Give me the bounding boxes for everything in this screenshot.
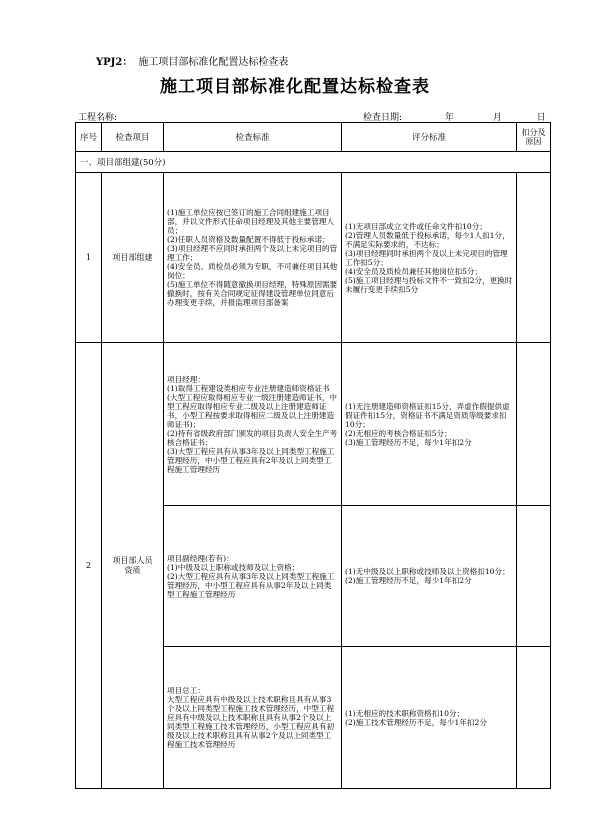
row-1-scoring: (1)无项目部成立文件或任命文件扣10分； (2)管理人员数量低于投标承诺，每少1人扣1分，不满足实际要求的，不达标； (3)项目经理同时承担两个及以上未完项目的管理工作扣5分； (4)安全员及质检员兼任其他岗位扣5分； (5)施工项目经理与投标文件不一致扣2分，更换时未履行变更手续扣5分 [342,173,517,343]
month-label: 月 [492,113,502,123]
form-code: YPJ2： [96,57,133,68]
row-2b-scoring: (1)无中级及以上职称或技师及以上资格扣10分； (2)施工管理经历不足，每少1年扣2分 [342,506,517,647]
row-2b-deduction-cell[interactable] [517,506,551,647]
header-scoring: 评分标准 [342,123,517,152]
header-standard: 检查标准 [164,123,342,152]
header-deduction: 扣分及 原因 [517,123,551,152]
check-date-label: 检查日期: [363,113,403,123]
section-title: 一、项目部组建(50分) [76,152,551,173]
header-row [76,123,551,152]
inspection-table [75,122,551,789]
row-2a-deduction-cell[interactable] [517,343,551,506]
row-1-item: 项目部组建 [102,173,164,343]
year-label: 年 [444,113,454,123]
page-title: 施工项目部标准化配置达标检查表 [160,77,430,97]
header-item: 检查项目 [102,123,164,152]
row-1-no: 1 [76,173,102,343]
row-2a-standard: 项目经理： (1)取得工程建设类相应专业注册建造师资格证书(大型工程应取得相应专业一级注册建造师证书，中型工程应取得相应专业二级及以上注册建造师证书，小型工程按要求取得相应二级及以上注册建造师证书)； (2)持有省级政府部门颁发的项目负责人安全生产考核合格证书； (3)大型工程应具有从事3年及以上同类型工程施工管理经历，中小型工程应具有2年及以上同类型工程施工管理经历 [164,343,342,506]
row-2a-scoring: (1)无注册建造师资格证扣15分，弄虚作假提供虚假证件扣15分，资格证书不满足资质等级要求扣10分； (2)无相应的考核合格证扣5分； (3)施工管理经历不足，每少1年扣2分 [342,343,517,506]
form-code-line [96,53,288,68]
project-name-label: 工程名称: [78,113,118,123]
row-2c-standard: 项目总工： 大型工程应具有中级及以上技术职称且具有从事3个及以上同类型工程施工技术管理经历，中型工程应具有中级及以上技术职称且具有从事2个及以上同类型工程施工技术管理经历，小型工程应具有初级及以上技术职称且具有从事2个及以上同类型工程施工技术管理经历 [164,647,342,789]
form-subtitle: 施工项目部标准化配置达标检查表 [138,57,289,68]
row-2c-scoring: (1)无相应的技术职称资格扣10分； (2)施工技术管理经历不足，每少1年扣2分 [342,647,517,789]
row-2b-standard: 项目副经理(若有)： (1)中级及以上职称或技师及以上资格； (2)大型工程应具有从事3年及以上同类型工程施工管理经历，中小型工程应具有从事2年及以上同类型工程施工管理经历 [164,506,342,647]
section-row [76,152,551,173]
row-2c-deduction-cell[interactable] [517,647,551,789]
table-row [76,343,551,506]
day-label: 日 [536,113,546,123]
row-1-deduction-cell[interactable] [517,173,551,343]
header-no: 序号 [76,123,102,152]
row-2-item: 项目部人员 资质 [102,343,164,789]
row-1-standard: (1)施工单位应按已签订的施工合同组建施工项目部，并以文件形式任命项目经理及其他主要管理人员； (2)任职人员资格及数量配置不得低于投标承诺； (3)项目经理不应同时承担两个及以上未完项目的管理工作； (4)安全员、质检员必须为专职，不可兼任项目其他岗位； (5)施工单位不得随意撤换项目经理，特殊原因需要撤换时，按有关合同规定征得建设管理单位同意后办理变更手续，并报监理项目部备案 [164,173,342,343]
table-row [76,173,551,343]
row-2-no: 2 [76,343,102,789]
